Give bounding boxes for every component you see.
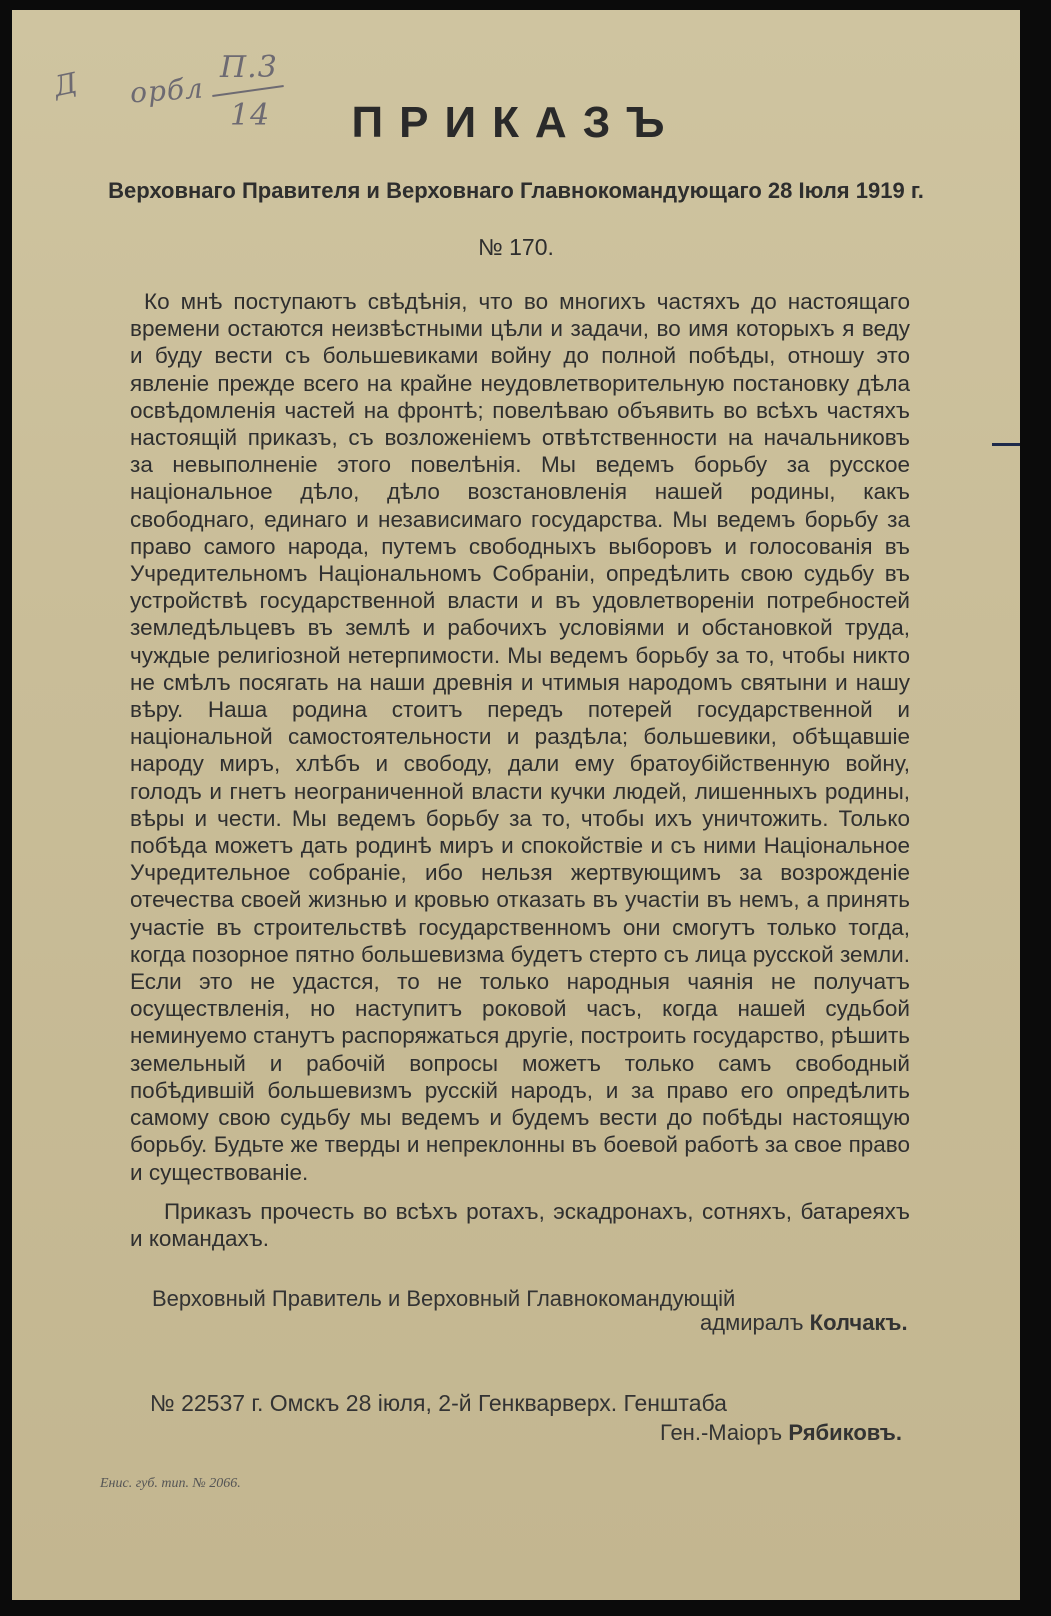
handwritten-divider-line (212, 85, 284, 97)
handwritten-opis-mark: орбл (128, 71, 205, 110)
order-signer-rank: Ген.-Маіоръ (660, 1420, 783, 1445)
order-closing-instruction: Приказъ прочесть во всѣхъ ротахъ, эскадронахъ, сотняхъ, батареяхъ и командахъ. (130, 1199, 910, 1252)
order-signer-line (660, 1420, 902, 1446)
printer-mark: Енис. губ. тип. № 2066. (100, 1476, 241, 1491)
margin-ink-mark (992, 443, 1020, 446)
document-title: ПРИКАЗЪ (351, 98, 681, 147)
signature-name: Колчакъ. (809, 1310, 908, 1335)
order-number: № 170. (478, 234, 554, 260)
signature-title: Верховный Правитель и Верховный Главнокомандующій (152, 1286, 736, 1311)
handwritten-scribble: Д (50, 65, 81, 104)
signature-rank: адмиралъ (700, 1310, 804, 1335)
document-subtitle: Верховнаго Правителя и Верховнаго Главнокомандующаго 28 Іюля 1919 г. (108, 178, 924, 203)
order-signer-name: Рябиковъ. (788, 1420, 902, 1445)
signature-line (700, 1310, 908, 1336)
handwritten-shelf-top: П.3 (220, 50, 278, 85)
order-reference: № 22537 г. Омскъ 28 іюля, 2-й Генкварверх. Генштаба (150, 1390, 727, 1416)
handwritten-shelf-bottom: 14 (230, 98, 271, 133)
document-page (12, 10, 1020, 1600)
order-body-text: Ко мнѣ поступаютъ свѣдѣнія, что во многихъ частяхъ до настоящаго времени остаются неизвѣстными цѣли и задачи, во имя которыхъ я веду и буду вести съ большевиками войну до полной побѣды, отношу это явленіе прежде всего на крайне неудовлетворительную постановку дѣла освѣдомленія частей на фронтѣ; повелѣваю объявить во всѣхъ частяхъ настоящій приказъ, съ возложеніемъ отвѣтственности на начальниковъ за невыполненіе этого повелѣнія. Мы ведемъ борьбу за русское національное дѣло, дѣло возстановленія нашей родины, какъ свободнаго, единаго и независимаго государства. Мы ведемъ борьбу за право самого народа, путемъ свободныхъ выборовъ и голосованія въ Учредительномъ Національномъ Собраніи, опредѣлить свою судьбу въ устройствѣ государственной власти и въ удовлетвореніи потребностей земледѣльцевъ въ землѣ и рабочихъ условіями и обстановкой труда, чуждые религіозной нетерпимости. Мы ведемъ борьбу за то, чтобы никто не смѣлъ посягать на наши древнія и чтимыя народомъ святыни и нашу вѣру. Наша родина стоитъ передъ потерей государственной и національной самостоятельности и раздѣла; большевики, обѣщавшіе народу миръ, хлѣбъ и свободу, дали ему братоубійственную войну, голодъ и гнетъ неограниченной власти кучки людей, лишенныхъ родины, вѣры и чести. Мы ведемъ борьбу за то, чтобы ихъ уничтожить. Только побѣда можетъ дать родинѣ миръ и спокойствіе и съ ними Національное Учредительное собраніе, ибо нельзя жертвующимъ за возрожденіе отечества своей жизнью и кровью отказать въ участіи въ немъ, а принять участіе въ строительствѣ государственномъ они смогутъ только тогда, когда позорное пятно большевизма будетъ стерто съ лица русской земли. Если это не удастся, то не только народныя чаянія не получатъ осуществленія, но наступитъ роковой часъ, когда нашей судьбой неминуемо станутъ распоряжаться другіе, построить государство, рѣшить земельный и рабочій вопросы можетъ только самъ свободный побѣдившій большевизмъ русскій народъ, и за право его опредѣлить самому свою судьбу мы ведемъ и будемъ вести до побѣды настоящую борьбу. Будьте же тверды и непреклонны въ боевой работѣ за свое право и существованіе. (130, 289, 910, 1185)
